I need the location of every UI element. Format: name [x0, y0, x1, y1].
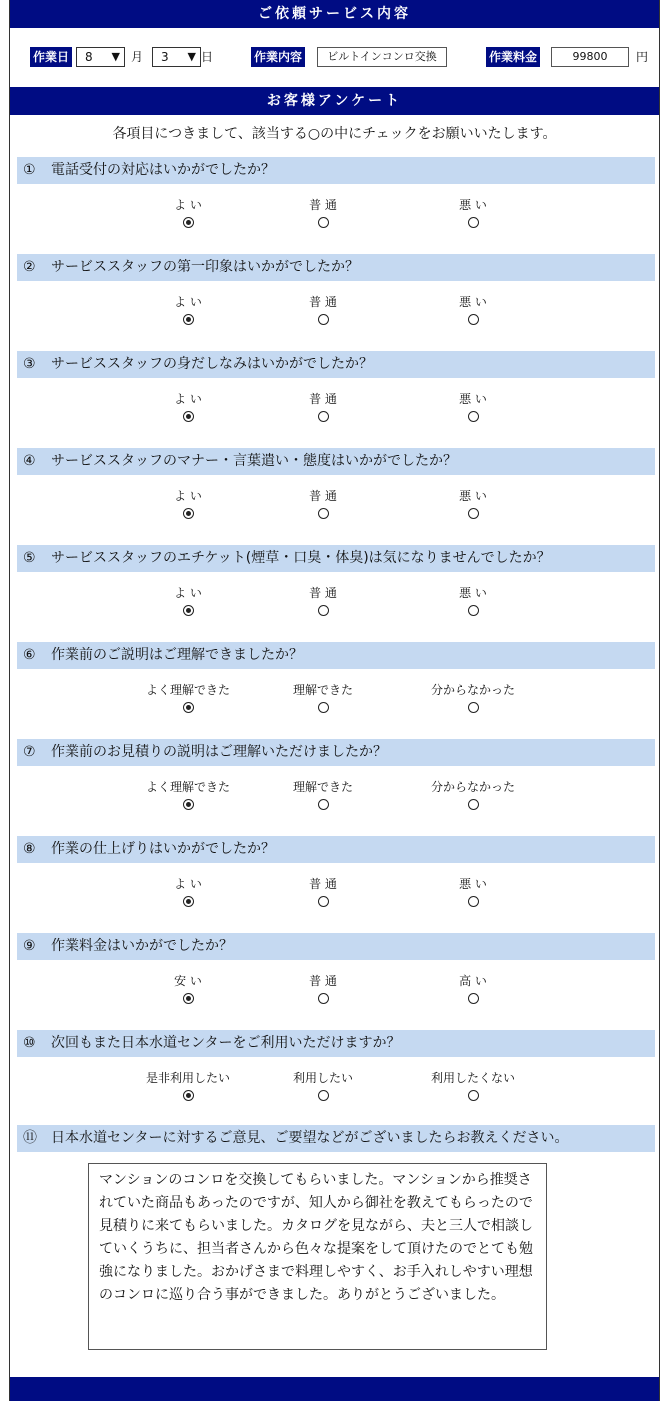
- option-label: 普 通: [309, 586, 337, 600]
- option-label: よ い: [174, 877, 202, 891]
- option-label: 分からなかった: [430, 780, 515, 794]
- chevron-down-icon: ▼: [111, 50, 120, 63]
- answer-option[interactable]: [263, 294, 383, 329]
- option-label: 利用したい: [292, 1071, 353, 1085]
- question-10: [17, 1030, 655, 1057]
- month-unit: 月: [131, 50, 144, 64]
- option-label: 是非利用したい: [145, 1071, 230, 1085]
- option-label: 悪 い: [459, 198, 487, 212]
- question-number: ⑥: [23, 647, 36, 663]
- option-label: よく理解できた: [145, 780, 230, 794]
- answer-option[interactable]: [413, 585, 533, 620]
- question-number: ①: [23, 162, 36, 178]
- question-text: 作業前のお見積りの説明はご理解いただけましたか？: [51, 744, 387, 760]
- option-label: よ い: [174, 586, 202, 600]
- radio-button[interactable]: [468, 896, 479, 907]
- work-content-field[interactable]: ビルトインコンロ交換: [317, 47, 447, 67]
- comment-question: [17, 1125, 655, 1152]
- answer-option[interactable]: [413, 876, 533, 911]
- answer-option[interactable]: [413, 391, 533, 426]
- answer-option[interactable]: [263, 488, 383, 523]
- question-text: 作業料金はいかがでしたか？: [51, 938, 233, 954]
- survey-intro: 各項目につきまして、該当する○の中にチェックをお願いいたします。: [112, 126, 557, 142]
- answer-option[interactable]: [413, 779, 533, 814]
- option-label: 悪 い: [459, 295, 487, 309]
- radio-button[interactable]: [468, 702, 479, 713]
- question-text: 次回もまた日本水道センターをご利用いただけますか？: [51, 1035, 401, 1051]
- radio-button[interactable]: [468, 799, 479, 810]
- radio-button[interactable]: [318, 411, 329, 422]
- answer-option[interactable]: [128, 682, 248, 717]
- option-label: 普 通: [309, 198, 337, 212]
- option-label: 普 通: [309, 295, 337, 309]
- month-select[interactable]: [76, 47, 125, 67]
- radio-button[interactable]: [318, 1090, 329, 1101]
- option-label: 分からなかった: [430, 683, 515, 697]
- question-number: ③: [23, 356, 36, 372]
- option-label: よ い: [174, 489, 202, 503]
- answer-option[interactable]: [263, 1070, 383, 1105]
- chevron-down-icon: ▼: [187, 50, 196, 63]
- question-text: 作業の仕上げりはいかがでしたか？: [51, 841, 275, 857]
- month-value: 8: [85, 50, 93, 64]
- answer-option[interactable]: [263, 779, 383, 814]
- option-label: 普 通: [309, 489, 337, 503]
- radio-button[interactable]: [318, 702, 329, 713]
- radio-button[interactable]: [183, 411, 194, 422]
- answer-option[interactable]: [413, 1070, 533, 1105]
- answer-option[interactable]: [128, 391, 248, 426]
- radio-button[interactable]: [183, 605, 194, 616]
- radio-button[interactable]: [183, 702, 194, 713]
- option-label: 悪 い: [459, 489, 487, 503]
- question-8: [17, 836, 655, 863]
- answer-option[interactable]: [128, 294, 248, 329]
- option-label: よ い: [174, 198, 202, 212]
- work-content-label: 作業内容: [251, 47, 305, 67]
- question-number: ②: [23, 259, 36, 275]
- question-number: ⑦: [23, 744, 36, 760]
- answer-option[interactable]: [263, 973, 383, 1008]
- comment-textarea[interactable]: マンションのコンロを交換してもらいました。マンションから推奨されていた商品もあったのですが、知人から御社を教えてもらったので見積りに来てもらいました。カタログを見ながら、夫と三人で相談していくうちに、担当者さんから色々な提案をして頂けたのでとても勉強になりました。おかげさまで料理しやすく、お手入れしやすい理想のコンロに巡り合う事ができました。ありがとうございました。: [88, 1163, 547, 1350]
- radio-button[interactable]: [468, 217, 479, 228]
- option-label: 悪 い: [459, 392, 487, 406]
- question-number: ④: [23, 453, 36, 469]
- radio-button[interactable]: [183, 217, 194, 228]
- question-5: [17, 545, 655, 572]
- answer-option[interactable]: [263, 585, 383, 620]
- radio-button[interactable]: [318, 993, 329, 1004]
- option-label: 理解できた: [292, 683, 353, 697]
- question-number: ⑪: [23, 1130, 37, 1146]
- option-label: 安 い: [174, 974, 202, 988]
- option-label: 高 い: [459, 974, 487, 988]
- fee-field[interactable]: 99800: [551, 47, 629, 67]
- option-label: 普 通: [309, 392, 337, 406]
- answer-option[interactable]: [413, 197, 533, 232]
- answer-option[interactable]: [128, 1070, 248, 1105]
- question-text: サービススタッフの第一印象はいかがでしたか？: [51, 259, 359, 275]
- fee-unit: 円: [636, 50, 649, 64]
- radio-button[interactable]: [318, 896, 329, 907]
- day-unit: 日: [201, 50, 214, 64]
- answer-option[interactable]: [263, 391, 383, 426]
- survey-header: お客様アンケート: [10, 87, 659, 115]
- radio-button[interactable]: [183, 508, 194, 519]
- question-7: [17, 739, 655, 766]
- radio-button[interactable]: [183, 314, 194, 325]
- question-number: ⑨: [23, 938, 36, 954]
- radio-button[interactable]: [318, 605, 329, 616]
- question-text: 日本水道センターに対するご意見、ご要望などがございましたらお教えください。: [51, 1130, 569, 1146]
- radio-button[interactable]: [318, 508, 329, 519]
- work-date-label: 作業日: [30, 47, 72, 67]
- question-number: ⑧: [23, 841, 36, 857]
- radio-button[interactable]: [318, 217, 329, 228]
- option-label: よ い: [174, 295, 202, 309]
- radio-button[interactable]: [468, 411, 479, 422]
- day-value: 3: [161, 50, 169, 64]
- radio-button[interactable]: [183, 896, 194, 907]
- option-label: 悪 い: [459, 877, 487, 891]
- option-label: 普 通: [309, 974, 337, 988]
- question-3: [17, 351, 655, 378]
- question-text: サービススタッフの身だしなみはいかがでしたか？: [51, 356, 373, 372]
- radio-button[interactable]: [468, 508, 479, 519]
- answer-option[interactable]: [413, 294, 533, 329]
- answer-option[interactable]: [128, 876, 248, 911]
- radio-button[interactable]: [468, 314, 479, 325]
- answer-option[interactable]: [413, 488, 533, 523]
- answer-option[interactable]: [128, 973, 248, 1008]
- option-label: よく理解できた: [145, 683, 230, 697]
- option-label: 理解できた: [292, 780, 353, 794]
- answer-option[interactable]: [128, 488, 248, 523]
- option-label: よ い: [174, 392, 202, 406]
- answer-option[interactable]: [263, 682, 383, 717]
- answer-option[interactable]: [128, 197, 248, 232]
- answer-option[interactable]: [413, 973, 533, 1008]
- service-header: ご依頼サービス内容: [10, 0, 659, 28]
- radio-button[interactable]: [183, 1090, 194, 1101]
- question-number: ⑩: [23, 1035, 36, 1051]
- question-text: サービススタッフのマナー・言葉遣い・態度はいかがでしたか？: [51, 453, 457, 469]
- day-select[interactable]: [152, 47, 201, 67]
- radio-button[interactable]: [468, 993, 479, 1004]
- answer-option[interactable]: [263, 197, 383, 232]
- option-label: 悪 い: [459, 586, 487, 600]
- option-label: 利用したくない: [430, 1071, 515, 1085]
- question-text: 電話受付の対応はいかがでしたか？: [51, 162, 275, 178]
- answer-option[interactable]: [413, 682, 533, 717]
- fee-label: 作業料金: [486, 47, 540, 67]
- answer-option[interactable]: [128, 779, 248, 814]
- radio-button[interactable]: [183, 799, 194, 810]
- question-1: [17, 157, 655, 184]
- question-number: ⑤: [23, 550, 36, 566]
- radio-button[interactable]: [183, 993, 194, 1004]
- question-9: [17, 933, 655, 960]
- question-6: [17, 642, 655, 669]
- radio-button[interactable]: [318, 314, 329, 325]
- answer-option[interactable]: [128, 585, 248, 620]
- question-text: 作業前のご説明はご理解できましたか？: [51, 647, 303, 663]
- answer-option[interactable]: [263, 876, 383, 911]
- question-4: [17, 448, 655, 475]
- footer-band: [10, 1377, 659, 1401]
- radio-button[interactable]: [318, 799, 329, 810]
- question-text: サービススタッフのエチケット(煙草・口臭・体臭)は気になりませんでしたか？: [51, 550, 551, 566]
- radio-button[interactable]: [468, 1090, 479, 1101]
- survey-page: [9, 0, 660, 1401]
- option-label: 普 通: [309, 877, 337, 891]
- radio-button[interactable]: [468, 605, 479, 616]
- question-2: [17, 254, 655, 281]
